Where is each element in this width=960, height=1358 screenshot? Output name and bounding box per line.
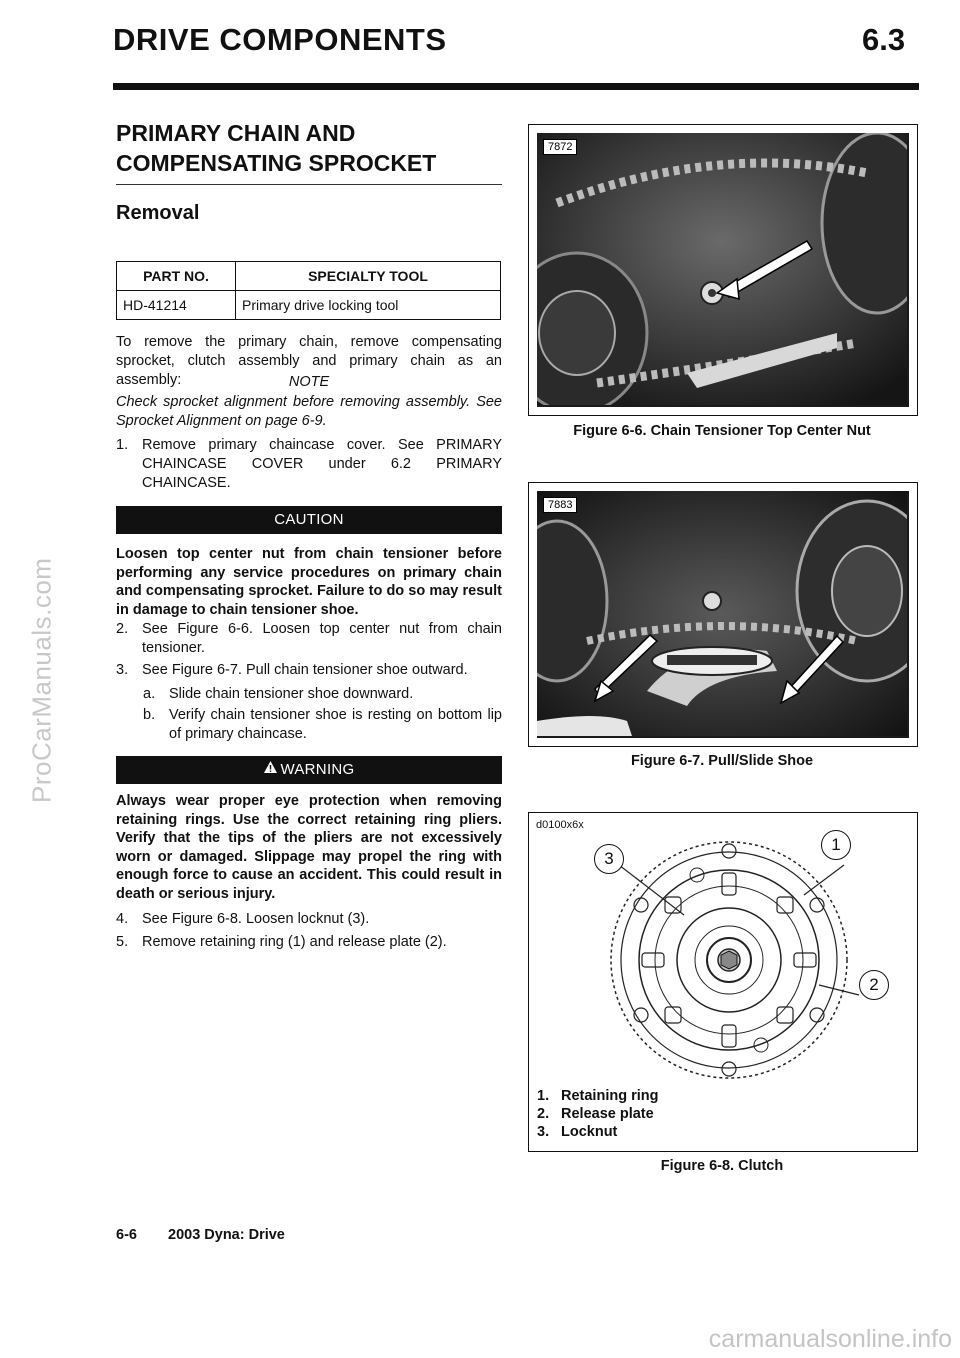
warning-label: WARNING (280, 761, 355, 778)
table-cell-part-no: HD-41214 (117, 291, 236, 320)
header-rule (113, 83, 919, 90)
legend-item: 1. Retaining ring (537, 1088, 659, 1104)
warning-triangle-icon (263, 756, 278, 784)
callout-3: 3 (594, 844, 624, 874)
chain-tensioner-photo (537, 133, 909, 407)
figure-6-6-frame (528, 124, 918, 416)
step-3a (143, 685, 502, 704)
subhead-removal: Removal (116, 202, 200, 224)
callout-1: 1 (821, 830, 851, 860)
footer-manual-title: 2003 Dyna: Drive (168, 1227, 285, 1243)
table-header-part-no: PART NO. (117, 262, 236, 291)
step-text: See Figure 6-7. Pull chain tensioner shoe outward. (142, 662, 468, 678)
step-4 (116, 910, 502, 929)
table-cell-tool-name: Primary drive locking tool (236, 291, 501, 320)
note-text: Check sprocket alignment before removing assembly. See Sprocket Alignment on page 6-9. (116, 394, 502, 429)
section-rule (116, 184, 502, 185)
figure-6-8-legend (537, 1087, 737, 1141)
step-number: a. (143, 686, 156, 702)
pull-slide-shoe-photo (537, 491, 909, 738)
section-title (116, 118, 476, 178)
table-row (117, 291, 501, 320)
step-number: 1. (116, 437, 129, 453)
diagram-id-label: d0100x6x (536, 819, 584, 831)
note-label: NOTE (288, 374, 330, 390)
caution-banner: CAUTION (116, 506, 502, 534)
warning-text: Always wear proper eye protection when removing retaining rings. Use the correct retaining ring pliers. Verify that the tips of the pliers are not excessively worn or damaged. Slippage may propel the ring with enough force to cause an accident. This could result in death or serious injury. (116, 793, 502, 902)
step-2 (116, 620, 502, 658)
table-header-specialty-tool: SPECIALTY TOOL (236, 262, 501, 291)
step-1 (116, 436, 502, 493)
figure-6-8-caption: Figure 6-8. Clutch (660, 1158, 784, 1174)
footer-page-number: 6-6 (116, 1227, 137, 1243)
step-number: 4. (116, 911, 129, 927)
specialty-tool-table (116, 261, 501, 320)
step-number: 3. (116, 662, 129, 678)
page-header-title: DRIVE COMPONENTS (113, 22, 447, 57)
legend-item: 3. Locknut (537, 1124, 618, 1140)
page-header-section-number: 6.3 (862, 22, 906, 57)
bottom-watermark: carmanualsonline.info (708, 1325, 952, 1353)
intro-paragraph: To remove the primary chain, remove compensating sprocket, clutch assembly and primary chain as an assembly: (116, 334, 502, 388)
section-title-line-1: PRIMARY CHAIN AND (116, 120, 356, 146)
caution-text: Loosen top center nut from chain tensioner before performing any service procedures on primary chain and compensating sprocket. Failure to do so may result in damage to chain tensioner shoe. (116, 546, 502, 618)
step-3 (116, 661, 502, 680)
legend-item: 2. Release plate (537, 1106, 654, 1122)
section-title-line-2: COMPENSATING SPROCKET (116, 150, 437, 176)
figure-6-8-frame (528, 812, 918, 1152)
step-text: Remove retaining ring (1) and release plate (2). (142, 934, 447, 950)
step-text: See Figure 6-8. Loosen locknut (3). (142, 911, 370, 927)
side-watermark: ProCarManuals.com (26, 557, 57, 803)
step-text: See Figure 6-6. Loosen top center nut from chain tensioner. (142, 621, 502, 656)
figure-6-6-caption: Figure 6-6. Chain Tensioner Top Center Nut (573, 423, 871, 439)
step-number: 5. (116, 934, 129, 950)
warning-banner (116, 756, 502, 784)
step-text: Slide chain tensioner shoe downward. (169, 686, 414, 702)
callout-2: 2 (859, 970, 889, 1000)
table-header-row (117, 262, 501, 291)
step-3b (143, 706, 502, 744)
step-text: Remove primary chaincase cover. See PRIMARY CHAINCASE COVER under 6.2 PRIMARY CHAINCASE. (142, 437, 502, 491)
clutch-diagram (579, 825, 879, 1085)
step-text: Verify chain tensioner shoe is resting on bottom lip of primary chaincase. (169, 707, 502, 742)
photo-id-label: 7872 (543, 139, 577, 155)
step-number: b. (143, 707, 156, 723)
step-number: 2. (116, 621, 129, 637)
photo-id-label: 7883 (543, 497, 577, 513)
figure-6-7-caption: Figure 6-7. Pull/Slide Shoe (630, 753, 814, 769)
step-5 (116, 933, 502, 952)
figure-6-7-frame (528, 482, 918, 747)
